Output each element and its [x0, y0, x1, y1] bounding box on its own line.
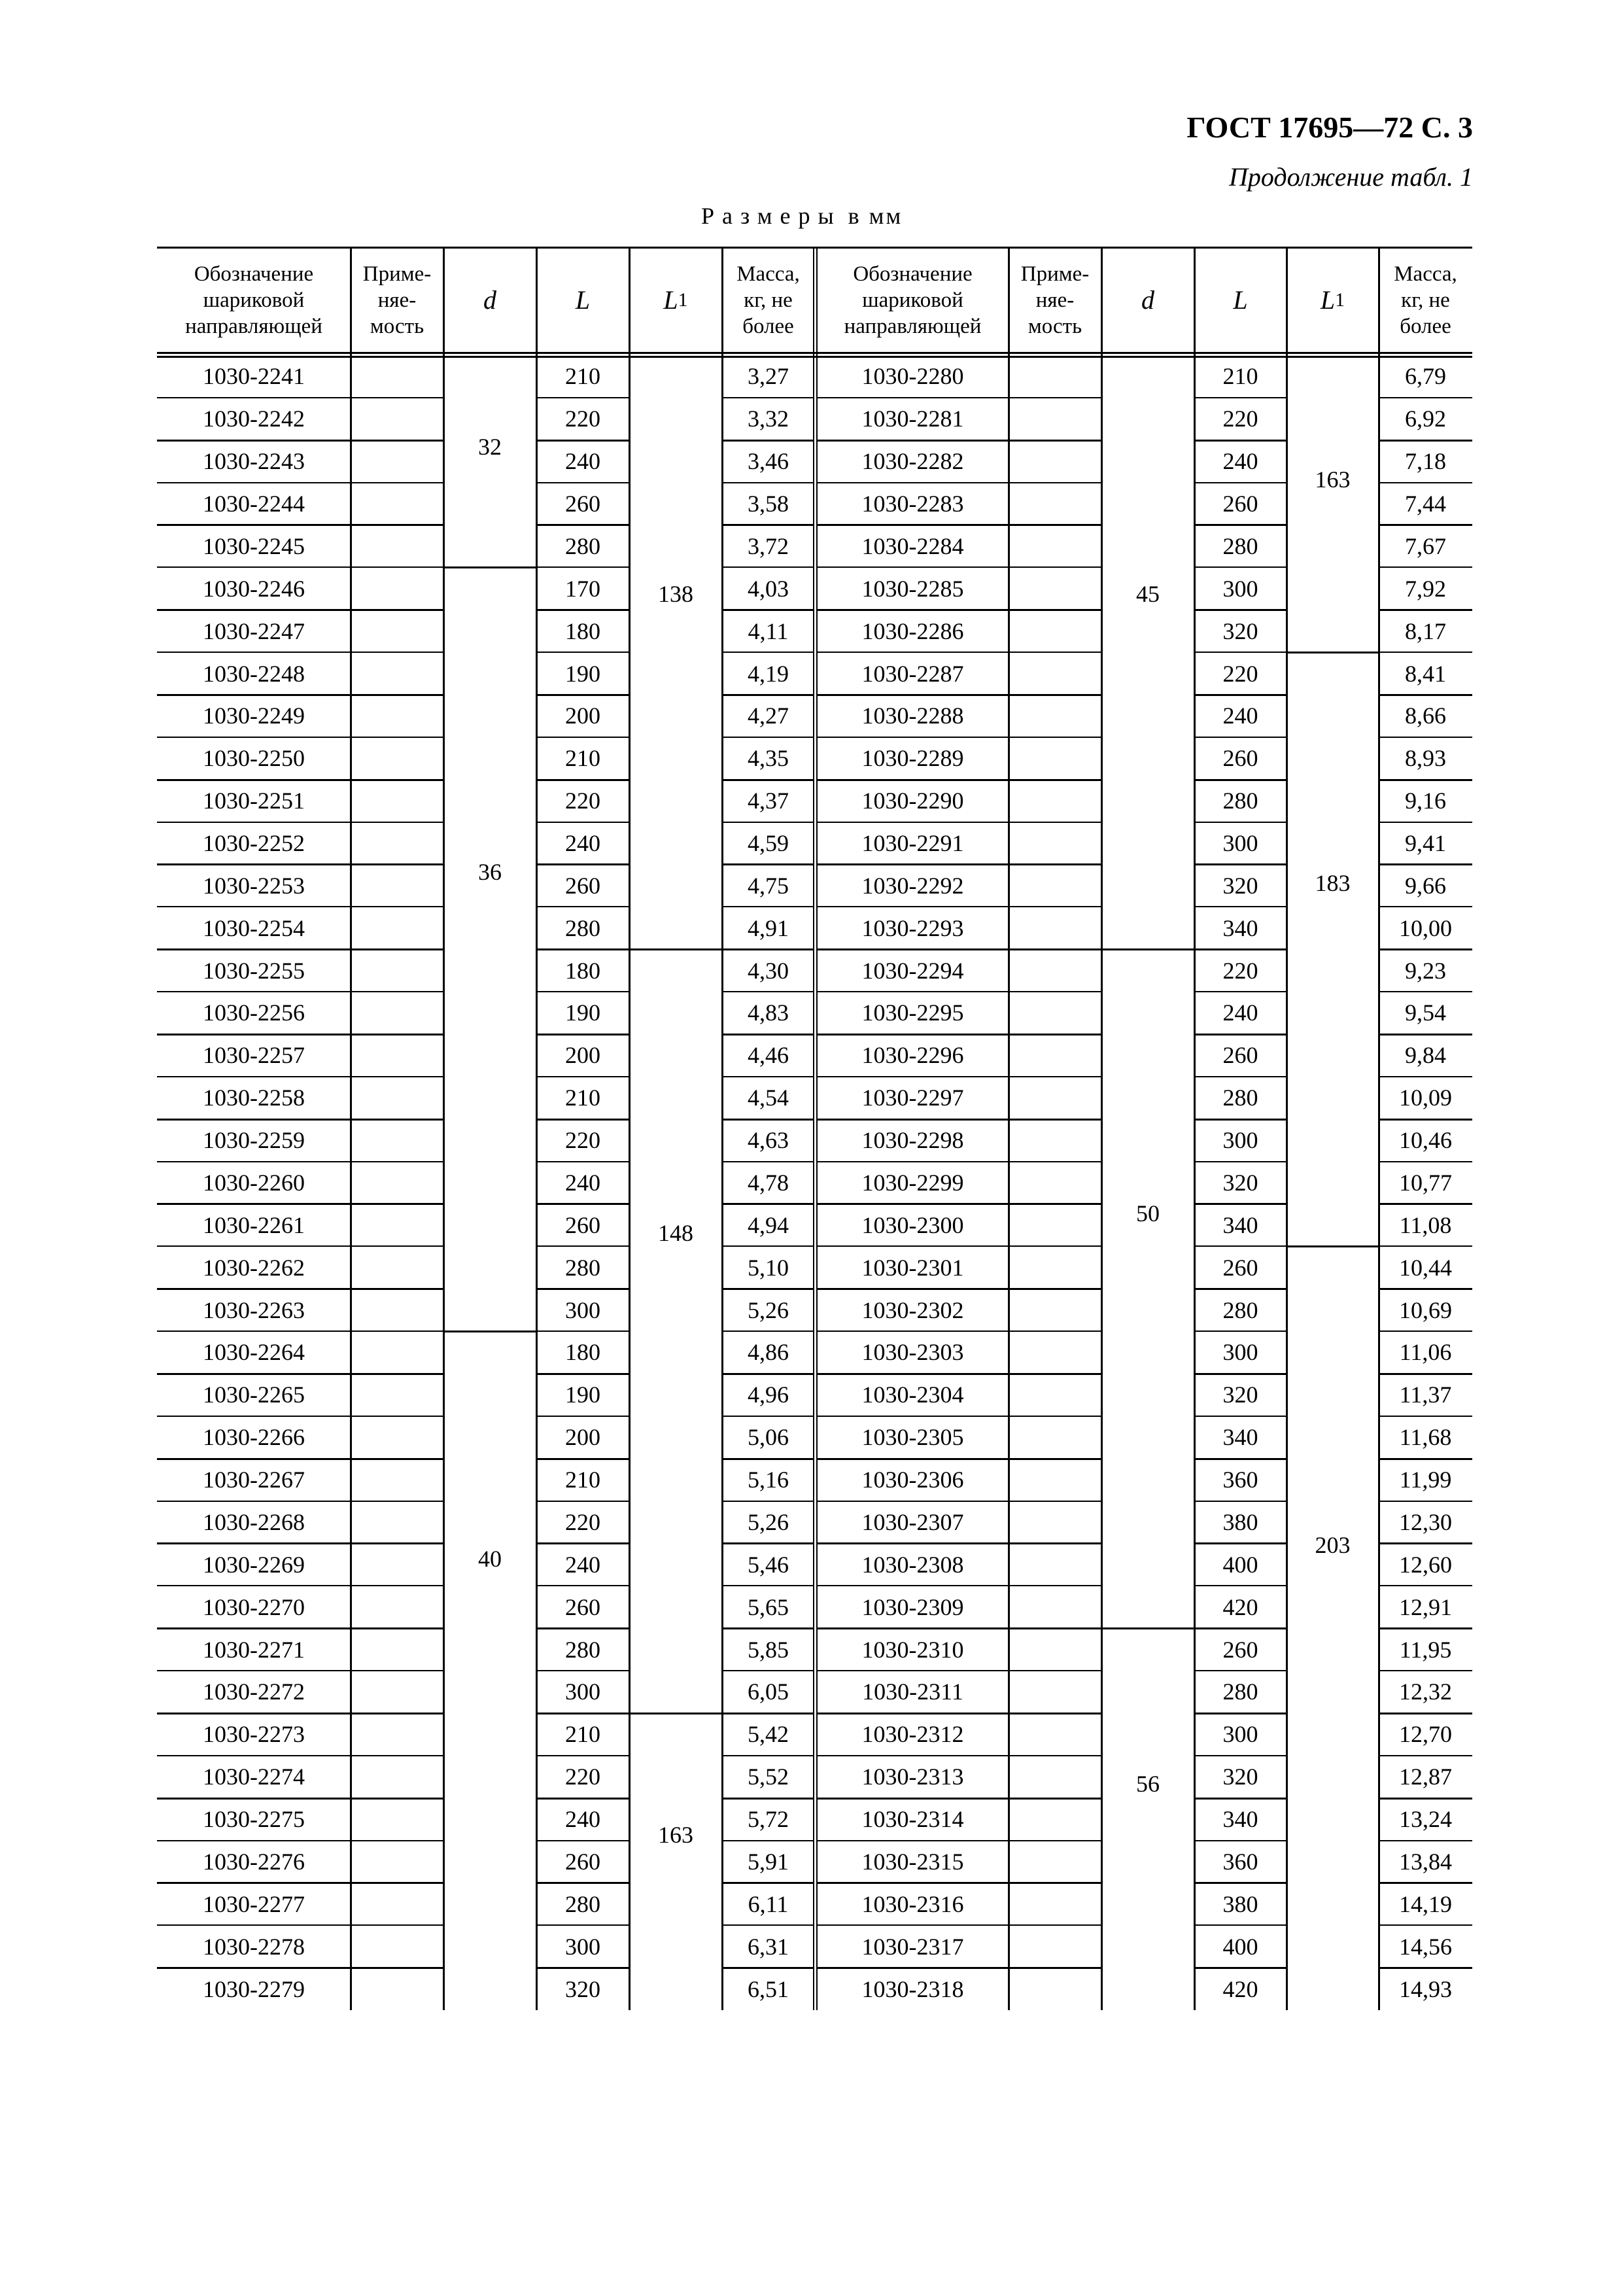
L-cell: 210: [565, 1085, 600, 1111]
designation-cell: 1030-2243: [203, 448, 305, 475]
L-cell: 280: [1222, 1085, 1258, 1111]
header-mass: Масса, кг, не более: [736, 262, 800, 338]
mass-cell: 5,16: [748, 1467, 789, 1493]
L-cell: 280: [565, 1890, 600, 1917]
L-cell: 280: [565, 1254, 600, 1281]
mass-cell: 12,87: [1399, 1764, 1452, 1790]
mass-cell: 4,59: [748, 830, 789, 856]
designation-cell: 1030-2268: [203, 1508, 305, 1535]
designation-cell: 1030-2257: [203, 1042, 305, 1069]
designation-cell: 1030-2266: [203, 1424, 305, 1451]
L-cell: 300: [1222, 1339, 1258, 1366]
designation-cell: 1030-2310: [861, 1636, 964, 1663]
designation-cell: 1030-2293: [861, 914, 964, 941]
L-cell: 280: [1222, 788, 1258, 814]
designation-cell: 1030-2278: [203, 1933, 305, 1960]
designation-cell: 1030-2264: [203, 1339, 305, 1366]
designation-cell: 1030-2279: [203, 1975, 305, 2002]
L-cell: 420: [1222, 1593, 1258, 1620]
L-cell: 300: [1222, 1127, 1258, 1154]
mass-cell: 6,92: [1405, 406, 1446, 432]
designation-cell: 1030-2269: [203, 1551, 305, 1578]
mass-cell: 4,94: [748, 1211, 789, 1238]
units-tail: в мм: [848, 203, 903, 229]
designation-cell: 1030-2297: [861, 1085, 964, 1111]
L1-group-value: 148: [658, 1220, 693, 1246]
designation-cell: 1030-2305: [861, 1424, 964, 1451]
mass-cell: 4,63: [748, 1127, 789, 1154]
L-cell: 240: [1222, 1000, 1258, 1026]
mass-cell: 4,78: [748, 1169, 789, 1196]
L-cell: 260: [565, 1848, 600, 1875]
L-cell: 300: [1222, 1721, 1258, 1748]
mass-cell: 11,99: [1399, 1467, 1452, 1493]
designation-cell: 1030-2242: [203, 406, 305, 432]
L-cell: 260: [565, 491, 600, 517]
designation-cell: 1030-2247: [203, 617, 305, 644]
L-cell: 210: [565, 745, 600, 772]
mass-cell: 4,19: [748, 660, 789, 687]
L1-group-value: 138: [658, 581, 693, 607]
L-cell: 300: [1222, 575, 1258, 602]
mass-cell: 6,31: [748, 1933, 789, 1960]
d-group-value: 50: [1136, 1200, 1160, 1226]
mass-cell: 14,56: [1399, 1933, 1452, 1960]
mass-cell: 9,66: [1405, 872, 1446, 899]
L-cell: 240: [565, 1551, 600, 1578]
L-cell: 240: [565, 1169, 600, 1196]
L-cell: 190: [565, 660, 600, 687]
mass-cell: 3,27: [748, 363, 789, 390]
L-cell: 420: [1222, 1975, 1258, 2002]
mass-cell: 4,54: [748, 1085, 789, 1111]
designation-cell: 1030-2298: [861, 1127, 964, 1154]
mass-cell: 13,84: [1399, 1848, 1452, 1875]
designation-cell: 1030-2272: [203, 1679, 305, 1705]
mass-cell: 5,72: [748, 1806, 789, 1833]
L-cell: 220: [1222, 660, 1258, 687]
designation-cell: 1030-2317: [861, 1933, 964, 1960]
L-cell: 210: [565, 1467, 600, 1493]
mass-cell: 4,86: [748, 1339, 789, 1366]
mass-cell: 8,66: [1405, 703, 1446, 729]
mass-cell: 10,77: [1399, 1169, 1452, 1196]
mass-cell: 11,95: [1399, 1636, 1452, 1663]
mass-cell: 4,83: [748, 1000, 789, 1026]
designation-cell: 1030-2276: [203, 1848, 305, 1875]
designation-cell: 1030-2304: [861, 1382, 964, 1408]
header-d: d: [1141, 285, 1154, 315]
mass-cell: 5,65: [748, 1593, 789, 1620]
L-cell: 200: [565, 1424, 600, 1451]
L-cell: 280: [1222, 532, 1258, 559]
mass-cell: 5,06: [748, 1424, 789, 1451]
mass-cell: 5,42: [748, 1721, 789, 1748]
designation-cell: 1030-2248: [203, 660, 305, 687]
designation-cell: 1030-2312: [861, 1721, 964, 1748]
L1-group-divider: [629, 948, 722, 950]
header-L1-symbol: L: [1320, 285, 1336, 315]
mass-cell: 3,46: [748, 448, 789, 475]
d-group-value: 40: [478, 1546, 502, 1572]
L-cell: 260: [1222, 1636, 1258, 1663]
L-cell: 180: [565, 1339, 600, 1366]
L-cell: 400: [1222, 1551, 1258, 1578]
page-header: ГОСТ 17695—72 С. 3: [1186, 111, 1473, 144]
L-cell: 340: [1222, 1424, 1258, 1451]
L-cell: 180: [565, 957, 600, 984]
designation-cell: 1030-2283: [861, 491, 964, 517]
mass-cell: 4,46: [748, 1042, 789, 1069]
mass-cell: 7,92: [1405, 575, 1446, 602]
designation-cell: 1030-2318: [861, 1975, 964, 2002]
header-designation: Обозначение шариковой направляющей: [844, 262, 982, 338]
header-L1: [629, 249, 722, 351]
header-L: L: [1233, 285, 1248, 315]
L-cell: 170: [565, 575, 600, 602]
L-cell: 180: [565, 617, 600, 644]
L-cell: 300: [565, 1296, 600, 1323]
designation-cell: 1030-2270: [203, 1593, 305, 1620]
designation-cell: 1030-2290: [861, 788, 964, 814]
designation-cell: 1030-2299: [861, 1169, 964, 1196]
designation-cell: 1030-2303: [861, 1339, 964, 1366]
designation-cell: 1030-2311: [862, 1679, 963, 1705]
L-cell: 200: [565, 703, 600, 729]
designation-cell: 1030-2274: [203, 1764, 305, 1790]
L-cell: 300: [565, 1679, 600, 1705]
L1-group-divider: [629, 1713, 722, 1714]
header-mass: Масса, кг, не более: [1394, 262, 1457, 338]
header-L1-symbol: L: [663, 285, 678, 315]
mass-cell: 9,84: [1405, 1042, 1446, 1069]
header-bottom-border: [157, 352, 1472, 354]
units-main: Размеры: [701, 203, 842, 229]
mass-cell: 11,37: [1399, 1382, 1452, 1408]
designation-cell: 1030-2308: [861, 1551, 964, 1578]
mass-cell: 4,35: [748, 745, 789, 772]
L-cell: 220: [1222, 406, 1258, 432]
designation-cell: 1030-2296: [861, 1042, 964, 1069]
L-cell: 220: [565, 1508, 600, 1535]
designation-cell: 1030-2285: [861, 575, 964, 602]
mass-cell: 5,46: [748, 1551, 789, 1578]
L-cell: 220: [565, 1127, 600, 1154]
L-cell: 340: [1222, 1211, 1258, 1238]
L-cell: 260: [565, 872, 600, 899]
L-cell: 360: [1222, 1467, 1258, 1493]
mass-cell: 9,23: [1405, 957, 1446, 984]
designation-cell: 1030-2286: [861, 617, 964, 644]
header-applicability: Приме- няе- мость: [362, 262, 432, 338]
L-cell: 400: [1222, 1933, 1258, 1960]
designation-cell: 1030-2251: [203, 788, 305, 814]
mass-cell: 6,79: [1405, 363, 1446, 390]
designation-cell: 1030-2250: [203, 745, 305, 772]
mass-cell: 9,41: [1405, 830, 1446, 856]
designation-cell: 1030-2294: [861, 957, 964, 984]
d-group-value: 32: [478, 434, 502, 460]
L-cell: 320: [565, 1975, 600, 2002]
L1-group-value: 163: [1315, 466, 1351, 493]
mass-cell: 11,06: [1399, 1339, 1452, 1366]
mass-cell: 3,72: [748, 532, 789, 559]
mass-cell: 4,96: [748, 1382, 789, 1408]
mass-cell: 9,16: [1405, 788, 1446, 814]
mass-cell: 13,24: [1399, 1806, 1452, 1833]
L-cell: 220: [1222, 957, 1258, 984]
designation-cell: 1030-2245: [203, 532, 305, 559]
L-cell: 260: [1222, 745, 1258, 772]
d-group-value: 45: [1136, 581, 1160, 607]
designation-cell: 1030-2254: [203, 914, 305, 941]
mass-cell: 11,68: [1399, 1424, 1452, 1451]
designation-cell: 1030-2255: [203, 957, 305, 984]
mass-cell: 14,93: [1399, 1975, 1452, 2002]
mass-cell: 12,91: [1399, 1593, 1452, 1620]
designation-cell: 1030-2313: [861, 1764, 964, 1790]
mass-cell: 14,19: [1399, 1890, 1452, 1917]
designation-cell: 1030-2258: [203, 1085, 305, 1111]
mass-cell: 4,91: [748, 914, 789, 941]
L-cell: 240: [565, 448, 600, 475]
d-group-divider: [443, 1331, 536, 1332]
mass-cell: 8,93: [1405, 745, 1446, 772]
mass-cell: 6,51: [748, 1975, 789, 2002]
L-cell: 190: [565, 1382, 600, 1408]
designation-cell: 1030-2292: [861, 872, 964, 899]
designation-cell: 1030-2309: [861, 1593, 964, 1620]
mass-cell: 12,60: [1399, 1551, 1452, 1578]
designation-cell: 1030-2307: [861, 1508, 964, 1535]
header-L1: [1287, 249, 1379, 351]
mass-cell: 3,58: [748, 491, 789, 517]
mass-cell: 12,32: [1399, 1679, 1452, 1705]
designation-cell: 1030-2249: [203, 703, 305, 729]
designation-cell: 1030-2267: [203, 1467, 305, 1493]
mass-cell: 4,27: [748, 703, 789, 729]
L-cell: 280: [565, 914, 600, 941]
column-divider: [443, 247, 445, 2010]
L-cell: 320: [1222, 1382, 1258, 1408]
L-cell: 320: [1222, 1764, 1258, 1790]
header-L: L: [575, 285, 591, 315]
designation-cell: 1030-2282: [861, 448, 964, 475]
L-cell: 220: [565, 1764, 600, 1790]
mass-cell: 10,00: [1399, 914, 1452, 941]
designation-cell: 1030-2253: [203, 872, 305, 899]
d-group-value: 36: [478, 859, 502, 885]
L1-group-value: 163: [658, 1822, 693, 1848]
mass-cell: 4,11: [748, 617, 789, 644]
L-cell: 260: [565, 1211, 600, 1238]
L-cell: 240: [565, 1806, 600, 1833]
L-cell: 240: [565, 830, 600, 856]
L-cell: 280: [1222, 1296, 1258, 1323]
mass-cell: 10,46: [1399, 1127, 1452, 1154]
designation-cell: 1030-2306: [861, 1467, 964, 1493]
L-cell: 220: [565, 788, 600, 814]
L-cell: 360: [1222, 1848, 1258, 1875]
mass-cell: 12,70: [1399, 1721, 1452, 1748]
L-cell: 240: [1222, 448, 1258, 475]
L1-group-value: 183: [1315, 870, 1351, 896]
header-L1-subscript: 1: [1335, 288, 1345, 311]
mass-cell: 6,05: [748, 1679, 789, 1705]
mass-cell: 11,08: [1399, 1211, 1452, 1238]
L-cell: 320: [1222, 617, 1258, 644]
L-cell: 340: [1222, 1806, 1258, 1833]
mass-cell: 3,32: [748, 406, 789, 432]
mass-cell: 5,26: [748, 1296, 789, 1323]
L-cell: 210: [1222, 363, 1258, 390]
designation-cell: 1030-2252: [203, 830, 305, 856]
L-cell: 320: [1222, 1169, 1258, 1196]
designation-cell: 1030-2259: [203, 1127, 305, 1154]
mass-cell: 7,18: [1405, 448, 1446, 475]
designation-cell: 1030-2287: [861, 660, 964, 687]
L-cell: 300: [1222, 830, 1258, 856]
header-L1-subscript: 1: [678, 288, 688, 311]
designation-cell: 1030-2261: [203, 1211, 305, 1238]
designation-cell: 1030-2314: [861, 1806, 964, 1833]
designation-cell: 1030-2256: [203, 1000, 305, 1026]
mass-cell: 5,91: [748, 1848, 789, 1875]
designation-cell: 1030-2295: [861, 1000, 964, 1026]
designation-cell: 1030-2273: [203, 1721, 305, 1748]
designation-cell: 1030-2263: [203, 1296, 305, 1323]
designation-cell: 1030-2265: [203, 1382, 305, 1408]
L-cell: 280: [1222, 1679, 1258, 1705]
mass-cell: 4,03: [748, 575, 789, 602]
L-cell: 260: [1222, 1254, 1258, 1281]
designation-cell: 1030-2291: [861, 830, 964, 856]
L-cell: 340: [1222, 914, 1258, 941]
designation-cell: 1030-2275: [203, 1806, 305, 1833]
designation-cell: 1030-2302: [861, 1296, 964, 1323]
table-caption: Продолжение табл. 1: [1228, 162, 1473, 192]
L-cell: 280: [565, 1636, 600, 1663]
header-d: d: [483, 285, 496, 315]
L-cell: 380: [1222, 1508, 1258, 1535]
designation-cell: 1030-2262: [203, 1254, 305, 1281]
designation-cell: 1030-2260: [203, 1169, 305, 1196]
mass-cell: 8,17: [1405, 617, 1446, 644]
L1-group-divider: [1287, 1245, 1379, 1247]
mass-cell: 4,37: [748, 788, 789, 814]
designation-cell: 1030-2271: [203, 1636, 305, 1663]
mass-cell: 5,52: [748, 1764, 789, 1790]
L1-group-value: 203: [1315, 1532, 1351, 1558]
L-cell: 280: [565, 532, 600, 559]
L-cell: 260: [1222, 1042, 1258, 1069]
mass-cell: 7,67: [1405, 532, 1446, 559]
d-group-value: 56: [1136, 1771, 1160, 1797]
mass-cell: 5,85: [748, 1636, 789, 1663]
designation-cell: 1030-2244: [203, 491, 305, 517]
designation-cell: 1030-2316: [861, 1890, 964, 1917]
designation-cell: 1030-2277: [203, 1890, 305, 1917]
mass-cell: 12,30: [1399, 1508, 1452, 1535]
mass-cell: 7,44: [1405, 491, 1446, 517]
L-cell: 210: [565, 1721, 600, 1748]
L-cell: 210: [565, 363, 600, 390]
d-group-divider: [1101, 948, 1194, 950]
d-group-divider: [1101, 1627, 1194, 1629]
L-cell: 260: [565, 1593, 600, 1620]
mass-cell: 4,30: [748, 957, 789, 984]
column-divider: [1101, 247, 1103, 2010]
mass-cell: 10,09: [1399, 1085, 1452, 1111]
mass-cell: 5,10: [748, 1254, 789, 1281]
d-group-divider: [443, 566, 536, 568]
L-cell: 380: [1222, 1890, 1258, 1917]
designation-cell: 1030-2241: [203, 363, 305, 390]
L-cell: 220: [565, 406, 600, 432]
L-cell: 240: [1222, 703, 1258, 729]
L1-group-divider: [1287, 652, 1379, 653]
designation-cell: 1030-2280: [861, 363, 964, 390]
mass-cell: 6,11: [748, 1890, 789, 1917]
L-cell: 320: [1222, 872, 1258, 899]
L-cell: 200: [565, 1042, 600, 1069]
designation-cell: 1030-2288: [861, 703, 964, 729]
designation-cell: 1030-2289: [861, 745, 964, 772]
mass-cell: 10,44: [1399, 1254, 1452, 1281]
designation-cell: 1030-2301: [861, 1254, 964, 1281]
mass-cell: 5,26: [748, 1508, 789, 1535]
mass-cell: 10,69: [1399, 1296, 1452, 1323]
designation-cell: 1030-2315: [861, 1848, 964, 1875]
designation-cell: 1030-2246: [203, 575, 305, 602]
designation-cell: 1030-2300: [861, 1211, 964, 1238]
L-cell: 260: [1222, 491, 1258, 517]
mass-cell: 4,75: [748, 872, 789, 899]
designation-cell: 1030-2284: [861, 532, 964, 559]
mass-cell: 8,41: [1405, 660, 1446, 687]
L-cell: 300: [565, 1933, 600, 1960]
mass-cell: 9,54: [1405, 1000, 1446, 1026]
units-note: [701, 202, 903, 230]
header-designation: Обозначение шариковой направляющей: [185, 262, 322, 338]
header-applicability: Приме- няе- мость: [1020, 262, 1090, 338]
designation-cell: 1030-2281: [861, 406, 964, 432]
L-cell: 190: [565, 1000, 600, 1026]
